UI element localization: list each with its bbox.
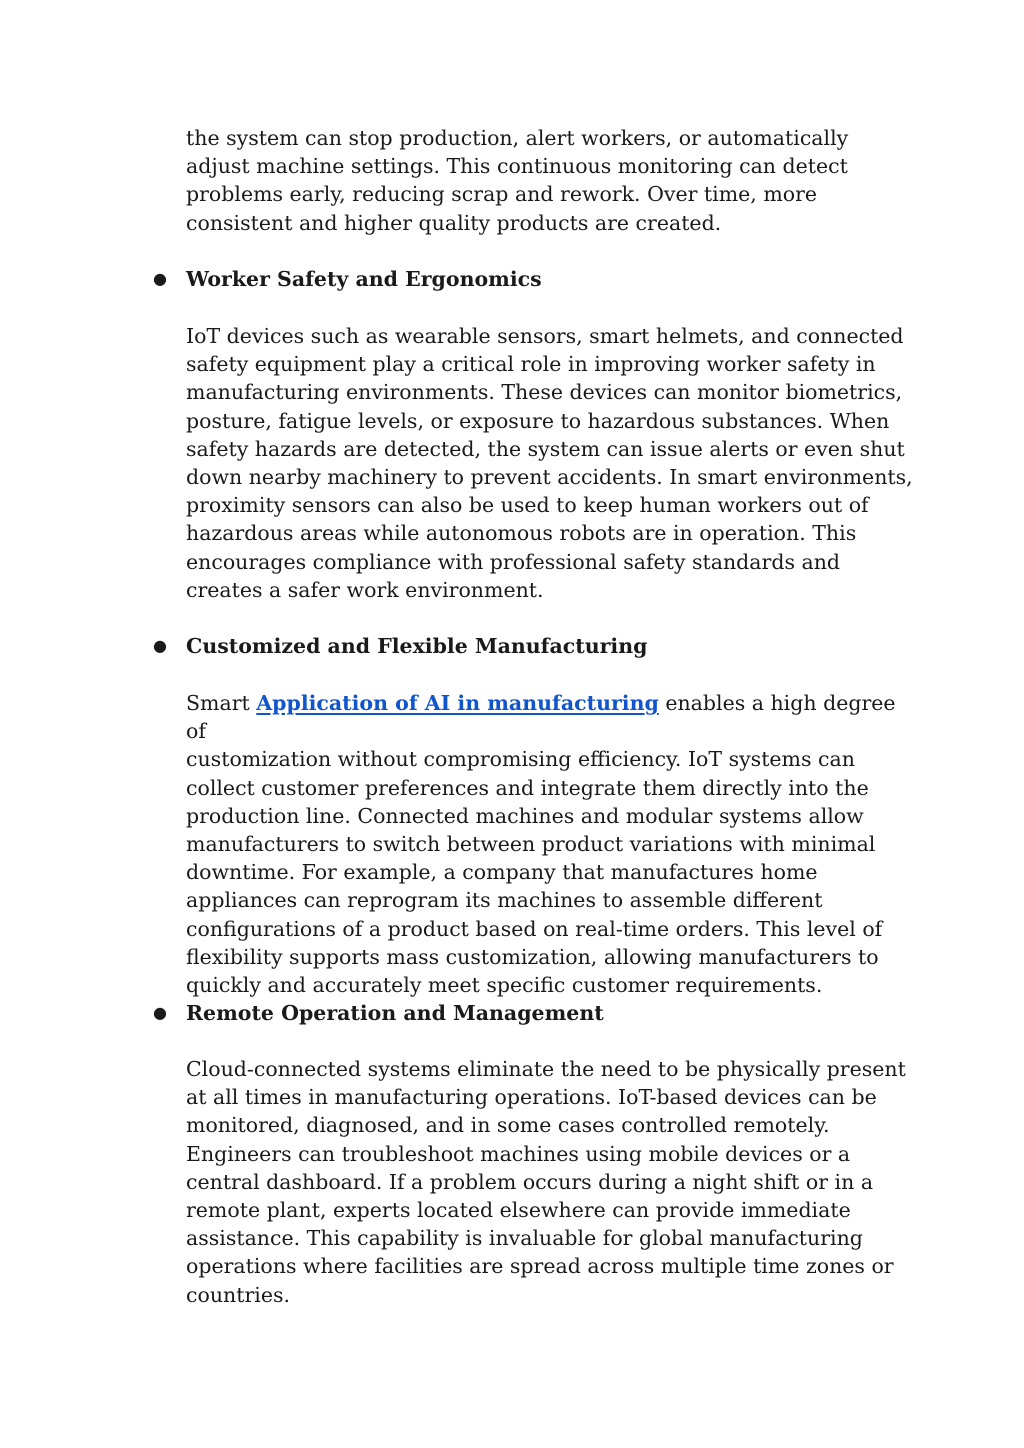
section-heading-remote-operation: Remote Operation and Management [186, 1001, 604, 1025]
body-prefix-text: Smart [186, 691, 257, 715]
ai-manufacturing-link[interactable]: Application of AI in manufacturing [256, 691, 659, 715]
section-body-remote-operation: Cloud-connected systems eliminate the need to be physically present at all times in manufacturing operations. IoT-based devices can be monitored, diagnosed, and in some cases controlled remotely. Engineers can troubleshoot machines using mobile devices or a central dashboard. If a problem occurs during a night shift or in a remote plant, experts located elsewhere can provide immediate assistance. This capability is invaluable for global manufacturing operations where facilities are spread across multiple time zones or countries. [186, 1057, 906, 1307]
section-heading-customized-manufacturing: Customized and Flexible Manufacturing [186, 634, 648, 658]
bullet-icon: ● [153, 636, 167, 655]
body-suffix-text: enables a high degree of customization without compromising efficiency. IoT systems can collect customer preferences and integrate them directly into the production line. Connected machines and modular systems allow manufacturers to switch between product variations with minimal downtime. For example, a company that manufactures home appliances can reprogram its machines to assemble different configurations of a product based on real-time orders. This level of flexibility supports mass customization, allowing manufacturers to quickly and accurately meet specific customer requirements. [186, 691, 896, 998]
bullet-icon: ● [153, 1003, 167, 1022]
bullet-icon: ● [153, 269, 167, 288]
section-body-customized-manufacturing [186, 689, 916, 999]
section-heading-worker-safety: Worker Safety and Ergonomics [186, 267, 542, 291]
section-body-worker-safety: IoT devices such as wearable sensors, smart helmets, and connected safety equipment play a critical role in improving worker safety in manufacturing environments. These devices can monitor biometrics, posture, fatigue levels, or exposure to hazardous substances. When safety hazards are detected, the system can issue alerts or even shut down nearby machinery to prevent accidents. In smart environments, proximity sensors can also be used to keep human workers out of hazardous areas while autonomous robots are in operation. This encourages compliance with professional safety standards and creates a safer work environment. [186, 324, 913, 602]
intro-paragraph: the system can stop production, alert workers, or automatically adjust machine settings. This continuous monitoring can detect problems early, reducing scrap and rework. Over time, more consistent and higher quality products are created. [186, 126, 849, 235]
